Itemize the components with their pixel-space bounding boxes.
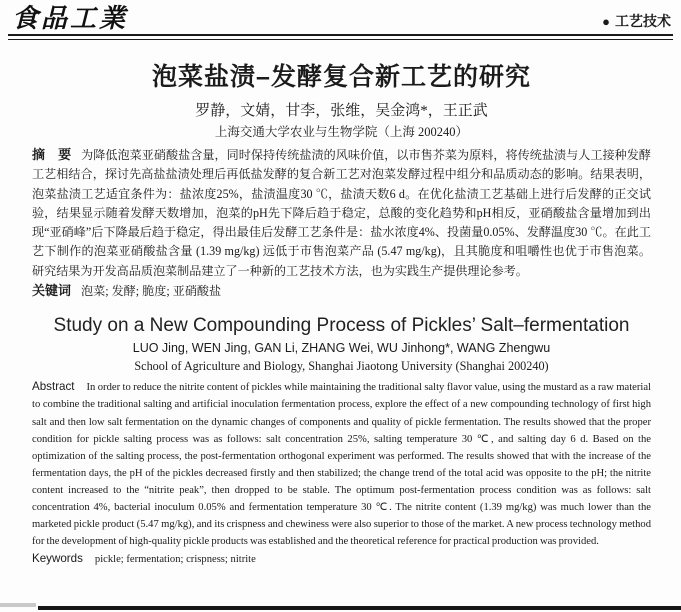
scan-edge-gray-stub — [0, 603, 36, 607]
cn-keywords-line — [32, 281, 651, 301]
en-keywords-line — [32, 550, 651, 568]
cn-abstract — [32, 145, 651, 281]
column-tag — [602, 11, 671, 33]
cn-keywords-text: 泡菜; 发酵; 脆度; 亚硝酸盐 — [81, 284, 222, 299]
en-authors-line: LUO Jing, WEN Jing, GAN Li, ZHANG Wei, WU Jinhong*, WANG Zhengwu — [132, 341, 551, 356]
cn-affiliation: 上海交通大学农业与生物学院（上海 200240） — [214, 125, 469, 139]
en-abstract-text: In order to reduce the nitrite content of pickles while maintaining the traditional salty flavor value, using the mustard as a raw material to combine the traditional salting and artificial inoculation fermentation process, explore the effect of a new compounding technology of first high salt and then low salt fermentation on the dynamic changes of components and quality of pickle fermentation. The results showed that the proper condition for pickle salting process was as follows: salt concentration 25%, salting temperature 30 ℃, and salting day 6 d. Based on the optimization of the salting process, the post-fermentation orthogonal experiment was performed. The results showed that with the increase of the fermentation days, the pH of the pickles decreased firstly and then stabilized; the change trend of the total acid was opposite to the pH; the nitrite content increased to the “nitrite peak”, then dropped to be stable. The optimum post-fermentation process condition was as follows: salt concentration 4%, bacterial inoculum 0.05% and fermentation temperature 30 ℃. The nitrite content (1.39 mg/kg) was much lower than the marketed pickle product (5.47 mg/kg), and its crispness and chewiness were also superior to those of the market. A new process technology method for the development of high-quality pickle products was established and the theoretical reference for practical production was provided. — [32, 382, 651, 548]
cn-keywords-label: 关键词 — [32, 283, 72, 299]
bullet-icon: ● — [602, 14, 610, 29]
en-abstract-label: Abstract — [32, 380, 75, 394]
cn-abstract-text: 为降低泡菜亚硝酸盐含量，同时保持传统盐渍的风味价值，以市售芥菜为原料，将传统盐渍与人工接种发酵工艺相结合，探讨先高盐盐渍处理后再低盐发酵的复合新工艺对泡菜发酵过程中组分和品质动态的影响。结果表明，泡菜盐渍工艺适宜条件为：盐浓度25%，盐渍温度30 ℃，盐渍天数6 d。在优化盐渍工艺基础上进行后发酵的正交试验，结果显示随着发酵天数增加，泡菜的pH先下降后趋于稳定，总酸的变化趋势和pH相反，亚硝酸盐含量增加到出现“亚硝峰”后下降最后趋于稳定，得出最佳后发酵工艺条件是：盐水浓度4%、投菌量0.05%、发酵温度30 ℃。在此工艺下制作的泡菜亚硝酸盐含量 (1.39 mg/kg) 远低于市售泡菜产品 (5.47 mg/kg)，且其脆度和咀嚼性也优于市售泡菜。研究结果为开发高品质泡菜制品建立了一种新的工艺技术方法，也为实践生产提供理论参考。 — [32, 148, 651, 278]
en-affiliation: School of Agriculture and Biology, Shanghai Jiaotong University (Shanghai 200240) — [134, 359, 549, 374]
journal-logo: 食品工業 — [12, 4, 129, 34]
next-section-top-rule — [38, 606, 681, 610]
cn-abstract-label: 摘 要 — [32, 147, 72, 162]
article-content — [0, 61, 681, 568]
header-double-rule — [8, 34, 673, 40]
en-abstract — [32, 378, 651, 550]
en-keywords-text: pickle; fermentation; crispness; nitrite — [94, 554, 256, 566]
english-section — [32, 314, 651, 568]
en-article-title: Study on a New Compounding Process of Pickles’ Salt–fermentation — [53, 315, 630, 337]
en-keywords-label: Keywords — [32, 552, 83, 566]
journal-header — [0, 0, 681, 34]
cn-authors-line: 罗静，文婧，甘李，张维，吴金鸿*，王正武 — [195, 103, 488, 119]
cn-article-title: 泡菜盐渍–发酵复合新工艺的研究 — [152, 63, 531, 91]
column-label: 工艺技术 — [615, 13, 671, 29]
